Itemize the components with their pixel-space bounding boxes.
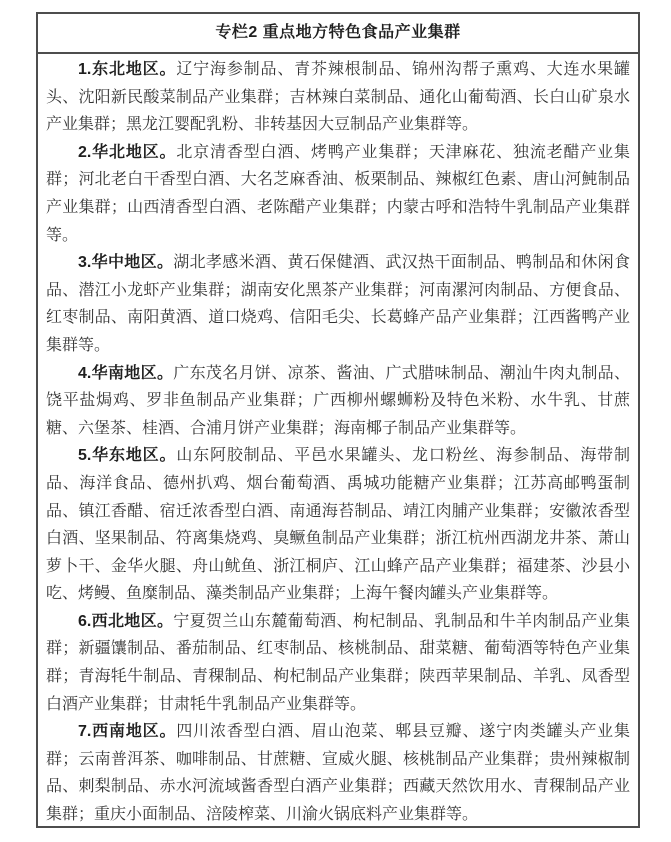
- region-label-northeast: 1.东北地区。: [78, 61, 177, 78]
- box-body: [38, 54, 638, 829]
- region-paragraph-northeast: [46, 56, 630, 139]
- region-text-south-china: 广东茂名月饼、凉茶、酱油、广式腊味制品、潮汕牛肉丸制品、饶平盐焗鸡、罗非鱼制品产业集群；广西柳州螺蛳粉及特色米粉、水牛乳、甘蔗糖、六堡茶、桂酒、合浦月饼产业集群；海南椰子制品产业集群等。: [46, 364, 630, 437]
- region-paragraph-southwest: [46, 718, 630, 828]
- region-label-northwest: 6.西北地区。: [78, 612, 174, 630]
- region-paragraph-east-china: [46, 442, 630, 608]
- region-label-central-china: 3.华中地区。: [78, 254, 174, 272]
- region-label-south-china: 4.华南地区。: [78, 364, 174, 382]
- region-paragraph-central-china: [46, 249, 630, 359]
- region-text-central-china: 湖北孝感米酒、黄石保健酒、武汉热干面制品、鸭制品和休闲食品、潜江小龙虾产业集群；湖南安化黑茶产业集群；河南漯河肉制品、方便食品、红枣制品、南阳黄酒、道口烧鸡、信阳毛尖、长葛蜂产品产业集群；江西酱鸭产业集群等。: [46, 254, 630, 354]
- region-text-northwest: 宁夏贺兰山东麓葡萄酒、枸杞制品、乳制品和牛羊肉制品产业集群；新疆馕制品、番茄制品、红枣制品、核桃制品、甜菜糖、葡萄酒等特色产业集群；青海牦牛制品、青稞制品、枸杞制品产业集群；陕西苹果制品、羊乳、凤香型白酒产业集群；甘肃牦牛乳制品产业集群等。: [46, 612, 630, 713]
- region-text-north-china: 北京清香型白酒、烤鸭产业集群；天津麻花、独流老醋产业集群；河北老白干香型白酒、大名芝麻香油、板栗制品、辣椒红色素、唐山河魨制品产业集群；山西清香型白酒、老陈醋产业集群；内蒙古呼和浩特牛乳制品产业集群等。: [46, 143, 630, 244]
- region-text-northeast: 辽宁海参制品、青芥辣根制品、锦州沟帮子熏鸡、大连水果罐头、沈阳新民酸菜制品产业集群；吉林辣白菜制品、通化山葡萄酒、长白山矿泉水产业集群；黑龙江婴配乳粉、非转基因大豆制品产业集群等。: [46, 61, 630, 134]
- region-label-north-china: 2.华北地区。: [78, 143, 177, 161]
- region-label-east-china: 5.华东地区。: [78, 447, 177, 465]
- region-label-southwest: 7.西南地区。: [78, 723, 177, 741]
- region-text-east-china: 山东阿胶制品、平邑水果罐头、龙口粉丝、海参制品、海带制品、海洋食品、德州扒鸡、烟台葡萄酒、禹城功能糖产业集群；江苏高邮鸭蛋制品、镇江香醋、宿迁浓香型白酒、南通海苔制品、靖江肉脯产业集群；安徽浓香型白酒、坚果制品、符离集烧鸡、臭鳜鱼制品产业集群；浙江杭州西湖龙井茶、萧山萝卜干、金华火腿、舟山鱿鱼、浙江桐庐、江山蜂产品产业集群；福建茶、沙县小吃、烤鳗、鱼糜制品、藻类制品产业集群；上海午餐肉罐头产业集群等。: [46, 447, 630, 603]
- region-text-southwest: 四川浓香型白酒、眉山泡菜、郫县豆瓣、遂宁肉类罐头产业集群；云南普洱茶、咖啡制品、甘蔗糖、宣威火腿、核桃制品产业集群；贵州辣椒制品、刺梨制品、赤水河流域酱香型白酒产业集群；西藏天然饮用水、青稞制品产业集群；重庆小面制品、涪陵榨菜、川渝火锅底料产业集群等。: [46, 723, 630, 824]
- region-paragraph-south-china: [46, 360, 630, 443]
- region-paragraph-north-china: [46, 139, 630, 249]
- region-paragraph-northwest: [46, 608, 630, 718]
- box-title: 专栏2 重点地方特色食品产业集群: [38, 14, 638, 54]
- special-column-box: [36, 12, 640, 828]
